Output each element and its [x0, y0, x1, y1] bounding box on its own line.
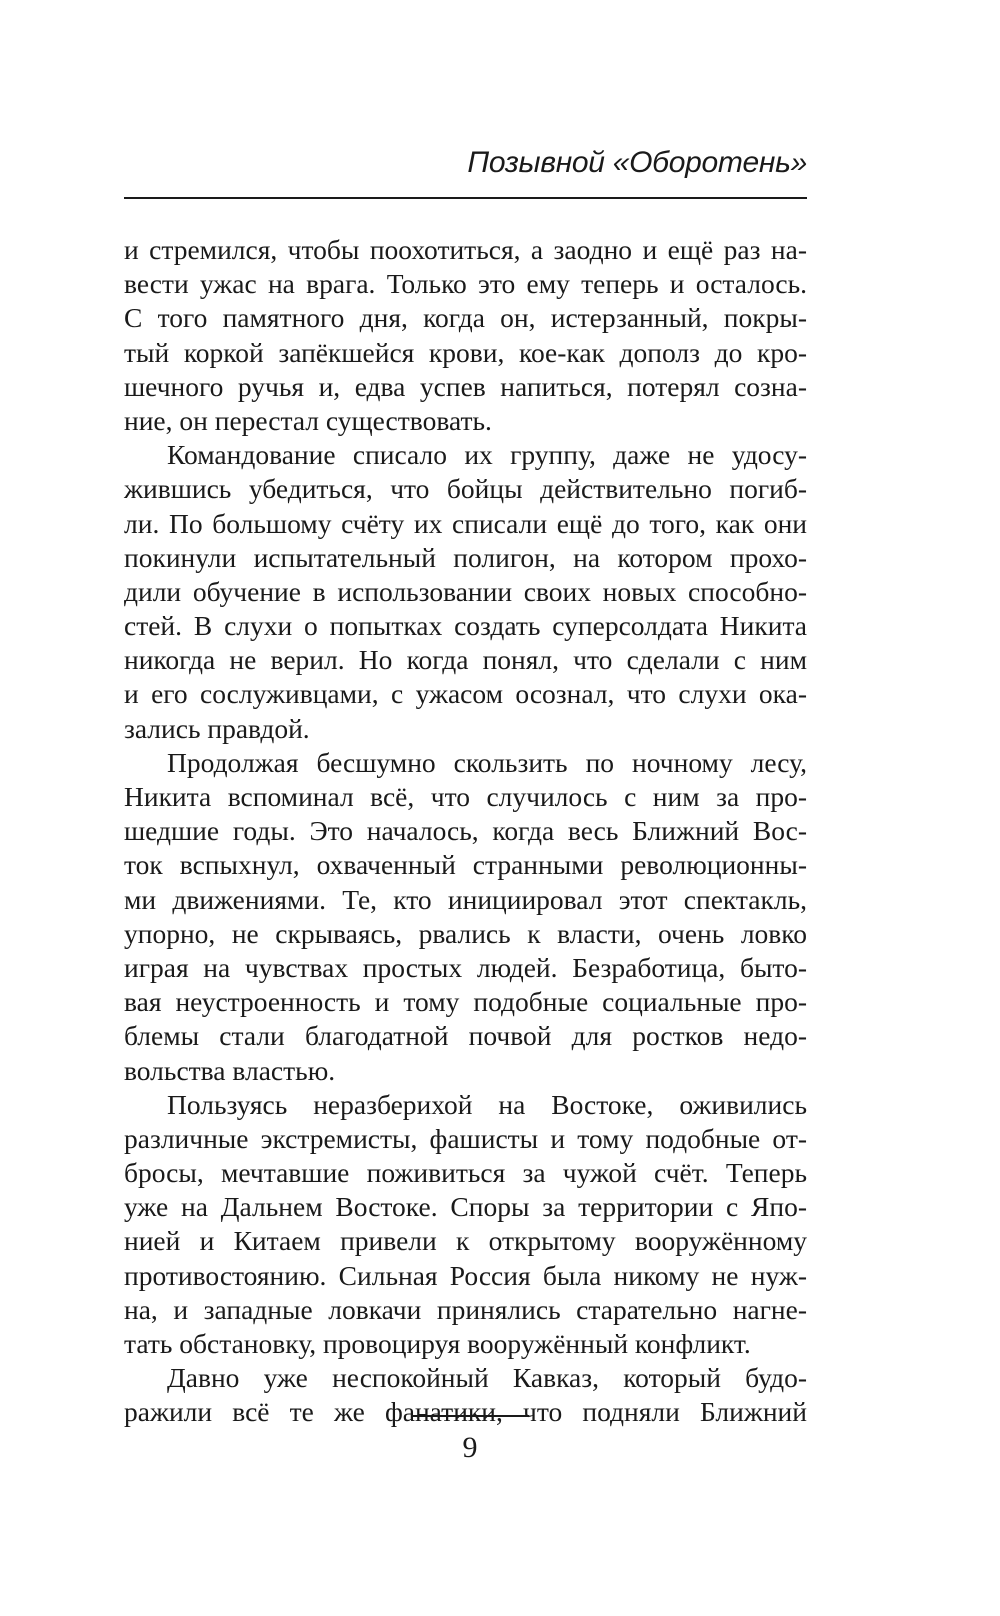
text-line: и стремился, чтобы поохотиться, а заодно и ещё раз на-: [124, 234, 807, 265]
text-line: Никита вспоминал всё, что случилось с ним за про-: [124, 781, 807, 812]
running-title: Позывной «Оборотень»: [467, 146, 807, 179]
text-line: противостоянию. Сильная Россия была никому не нуж-: [124, 1259, 807, 1291]
text-line: блемы стали благодатной почвой для ростков недо-: [124, 1020, 807, 1052]
text-line: вольства властью.: [124, 1054, 336, 1086]
text-line: тый коркой запёкшейся крови, кое-как дополз до кро-: [124, 336, 807, 368]
text-line: стей. В слухи о попытках создать суперсолдата Никита: [124, 610, 807, 642]
text-line: вести ужас на врага. Только это ему теперь и осталось.: [124, 268, 807, 300]
text-line: играя на чувствах простых людей. Безработица, быто-: [124, 951, 807, 983]
text-line: С того памятного дня, когда он, истерзанный, покры-: [124, 302, 807, 334]
text-line: и его сослуживцами, с ужасом осознал, что слухи ока-: [124, 678, 807, 710]
paragraph-start-line: Давно уже неспокойный Кавказ, который будо-: [167, 1362, 807, 1394]
text-line: на, и западные ловкачи принялись старательно нагне-: [124, 1293, 807, 1325]
text-line: зались правдой.: [124, 712, 310, 744]
text-line: бросы, мечтавшие поживиться за чужой счёт. Теперь: [124, 1157, 807, 1189]
text-line: ми движениями. Те, кто инициировал этот спектакль,: [124, 883, 807, 915]
text-line: покинули испытательный полигон, на котором прохо-: [124, 541, 807, 573]
text-line: вая неустроенность и тому подобные социальные про-: [124, 986, 807, 1018]
body-text: [124, 233, 807, 1430]
text-line: тать обстановку, провоцируя вооружённый конфликт.: [124, 1328, 751, 1359]
text-line: уже на Дальнем Востоке. Споры за территории с Япо-: [124, 1191, 807, 1223]
header-rule: [124, 197, 807, 199]
paragraph-start-line: Пользуясь неразберихой на Востоке, оживились: [167, 1088, 807, 1120]
paragraph-start-line: Командование списало их группу, даже не удосу-: [167, 439, 807, 471]
text-line: дили обучение в использовании своих новых способно-: [124, 575, 807, 607]
text-line: упорно, не скрываясь, рвались к власти, очень ловко: [124, 917, 807, 949]
paragraph-start-line: Продолжая бесшумно скользить по ночному лесу,: [167, 746, 807, 778]
text-line: ние, он перестал существовать.: [124, 404, 492, 436]
text-line: различные экстремисты, фашисты и тому подобные от-: [124, 1122, 807, 1154]
text-line: шедшие годы. Это началось, когда весь Ближний Вос-: [124, 815, 807, 847]
text-line: ток вспыхнул, охваченный странными революционны-: [124, 849, 807, 881]
footer-rule: [411, 1415, 529, 1417]
text-line: жившись убедиться, что бойцы действительно погиб-: [124, 473, 807, 505]
text-line: шечного ручья и, едва успев напиться, потерял созна-: [124, 370, 807, 402]
text-line: нией и Китаем привели к открытому вооружённому: [124, 1225, 807, 1257]
text-line: ли. По большому счёту их списали ещё до того, как они: [124, 507, 807, 539]
text-line: никогда не верил. Но когда понял, что сделали с ним: [124, 644, 807, 676]
text-line: ражили всё те же фанатики, что подняли Ближний: [124, 1396, 807, 1428]
page-number: 9: [462, 1431, 478, 1464]
